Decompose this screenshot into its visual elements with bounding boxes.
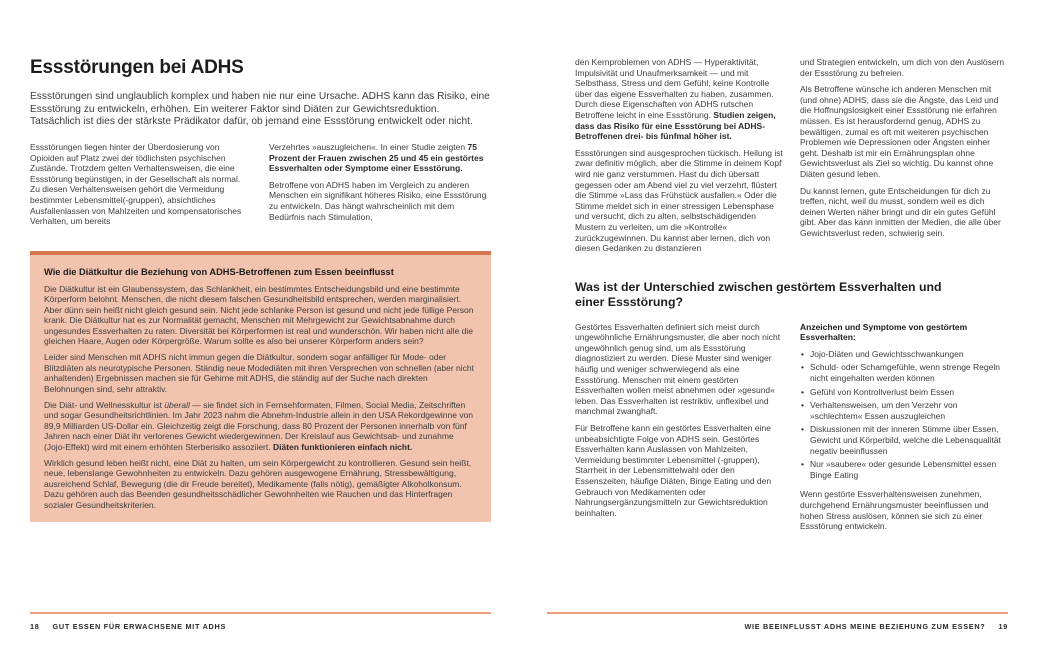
footer-left xyxy=(30,622,226,631)
callout-paragraph: Die Diätkultur ist ein Glaubenssystem, das Schlankheit, ein bestimmtes Entscheidungsbild und eine bestimmte Körperform belohnt. Menschen, die nicht diesem falschen Gesundheitsbild entsprechen, werden marginalisiert. Aber dünn sein heißt nicht gleich gesund sein. Nicht jede schlanke Person ist gesund und nicht jede füllige Person krank. Die Diätkultur hat es zur Normalität gemacht, Menschen mit Mehrgewicht zur Gewichtsabnahme durch ungesundes Essverhalten zu raten. Diversität bei Körperformen ist real und wunderschön. Wir haben nicht alle die gleichen Haare, Augen oder Körpergröße. Warum sollte es also bei unserer Körperform anders sein? xyxy=(44,283,474,347)
text-run: Verzehrtes »auszugleichen«. In einer Studie zeigten xyxy=(269,142,468,153)
body-paragraph xyxy=(269,142,491,174)
right-column-2 xyxy=(800,57,1008,260)
left-column-2 xyxy=(269,142,491,233)
section-heading: Was ist der Unterschied zwischen gestörtem Essverhalten und einer Essstörung? xyxy=(575,279,942,310)
bold-text-run: Studien zeigen, dass das Risiko für eine Essstörung bei ADHS-Betroffenen drei- bis fünfmal höher ist. xyxy=(575,109,776,142)
footer-right xyxy=(744,622,1008,631)
symptoms-list-heading: Anzeichen und Symptome von gestörtem Essverhalten: xyxy=(800,321,968,343)
section-column-2 xyxy=(800,322,1008,538)
callout-heading: Wie die Diätkultur die Beziehung von ADHS-Betroffenen zum Essen beeinflusst xyxy=(44,266,394,277)
callout-paragraph: Wirklich gesund leben heißt nicht, eine Diät zu halten, um sein Körpergewicht zu kontrollieren. Gesund sein heißt, neue, lebenslange Gewohnheiten zu entwickeln. Dazu gehören ausgewogene Ernährung, Stressbewältigung, ausreichend Schlaf, Bewegung (die dir Freude bereitet), Medikamente (falls nötig), gemäßigter Alkoholkonsum. Dazu gehören auch das Beenden gesundheitsschädlicher Gewohnheiten wie Rauchen und das Hinterfragen sozialer Gesundheitskriterien. xyxy=(44,457,472,510)
list-item: • Verhaltensweisen, um den Verzehr von »schlechtem« Essen auszugleichen xyxy=(800,400,1008,421)
symptoms-list xyxy=(800,349,1008,481)
right-page xyxy=(575,57,1008,538)
list-item: • Gefühl von Kontrollverlust beim Essen xyxy=(800,387,1008,398)
body-paragraph: und Strategien entwickeln, um dich von den Auslösern der Essstörung zu befreien. xyxy=(800,57,1005,78)
right-page-top-columns xyxy=(575,57,1008,260)
intro-paragraph: Essstörungen sind unglaublich komplex und haben nie nur eine Ursache. ADHS kann das Risiko, eine Essstörung zu entwickeln, erhöhen. Ein weiterer Faktor sind Diäten zur Gewichtsreduktion. Tatsächlich ist dies der stärkste Prädikator dafür, ob jemand eine Essstörung entwickelt oder nicht. xyxy=(30,91,490,128)
body-paragraph: Gestörtes Essverhalten definiert sich meist durch ungewöhnliche Ernährungsmuster, die aber noch nicht ungewöhnlich genug sind, um als Essstörung diagnostiziert zu werden. Diese Muster sind weniger häufig und weniger schwerwiegend als eine Essstörung. Menschen mit einem gestörten Essverhalten wollen meist abnehmen oder »gesund« leben. Das Essverhalten ist restriktiv, unflexibel und manchmal zwanghaft. xyxy=(575,321,781,417)
footer-rule-right xyxy=(547,612,1008,614)
right-page-section-columns xyxy=(575,322,1008,538)
running-header-label: GUT ESSEN FÜR ERWACHSENE MIT ADHS xyxy=(52,622,227,631)
bold-text-run: 75 Prozent der Frauen zwischen 25 und 45 ein gestörtes Essverhalten oder Symptome einer Essstörung. xyxy=(269,142,484,174)
list-item: • Jojo-Diäten und Gewichtsschwankungen xyxy=(800,349,1008,360)
section-column-1 xyxy=(575,322,783,538)
list-item: • Schuld- oder Schamgefühle, wenn strenge Regeln nicht eingehalten werden können xyxy=(800,362,1008,383)
italic-text-run: überall xyxy=(164,399,190,410)
page-number: 19 xyxy=(998,622,1008,631)
left-page xyxy=(30,57,491,522)
body-paragraph: Als Betroffene wünsche ich anderen Menschen mit (und ohne) ADHS, dass sie die Ängste, das Leid und die Hoffnungslosigkeit einer Essstörung nie erfahren müssen. Es ist herausfordernd genug, ADHS zu bewältigen, zumal es oft mit weiteren psychischen Problemen wie Depressionen oder Ängsten einher geht. Deshalb ist mir ein Ernährungsplan ohne Gewichtsverlust als Ziel so wichtig. Du kannst ohne Diäten gesund leben. xyxy=(800,84,999,179)
running-header-label: WIE BEEINFLUSST ADHS MEINE BEZIEHUNG ZUM ESSEN? xyxy=(744,622,986,631)
text-run: Die Diät- und Wellnesskultur ist xyxy=(44,399,165,410)
left-page-columns xyxy=(30,142,491,233)
body-paragraph: Für Betroffene kann ein gestörtes Essverhalten eine unbeabsichtigte Folge von ADHS sein. Gestörtes Essverhalten kann Auslassen von Mahlzeiten, Vermeidung bestimmter Lebensmittel (-gruppen), Starrheit in der Lebensmittelwahl oder den Essenszeiten, häufige Diäten, Binge Eating und den Gebrauch von Medikamenten oder Nahrungsergänzungsmitteln zur Gewichtsreduktion beinhalten. xyxy=(575,423,772,518)
page-title: Essstörungen bei ADHS xyxy=(30,57,244,78)
left-column-1 xyxy=(30,142,252,233)
body-paragraph: Wenn gestörte Essverhaltensweisen zunehmen, durchgehend Ernährungsmuster beeinflussen und hohen Stress auslösen, können sie sich zu einer Essstörung entwickeln. xyxy=(800,489,989,532)
body-paragraph: Essstörungen liegen hinter der Überdosierung von Opioiden auf Platz zwei der tödlichsten psychischen Zustände. Trotzdem gelten Verhaltensweisen, die eine Essstörung begünstigen, in der Gesellschaft als normal. Zu diesen Verhaltensweisen gehört die Vermeidung bestimmter Lebensmittel(-gruppen), absichtliches Ausfallenlassen von Mahlzeiten und kompensatorisches Verhalten, um bereits xyxy=(30,142,242,227)
list-item: • Diskussionen mit der inneren Stimme über Essen, Gewicht und Körperbild, welche die Lebensqualität negativ beeinflussen xyxy=(800,424,1008,456)
body-paragraph: Betroffene von ADHS haben im Vergleich zu anderen Menschen ein signifikant höheres Risiko, eine Essstörung zu entwickeln. Das hängt wahrscheinlich mit dem Bedürfnis nach Stimulation, xyxy=(269,179,487,222)
right-column-1 xyxy=(575,57,783,260)
page-number: 18 xyxy=(30,622,40,631)
body-paragraph: Essstörungen sind ausgesprochen tückisch. Heilung ist zwar definitiv möglich, aber die Stimme in deinem Kopf wird nie ganz verstummen. Hast du dich übersatt gegessen oder am Abend viel zu viel verzehrt, flüstert die Stimme »Lass das Frühstück ausfallen.« Oder die Stimme meldet sich in einer stressigen Lebensphase und versucht, dich zu alten, selbstschädigenden Mustern zu verleiten, um die »Kontrolle« zurückzugewinnen. Du kannst aber lernen, dich von diesen Gedanken zu distanzieren xyxy=(575,147,783,254)
diet-culture-callout-box xyxy=(30,251,491,523)
text-run: den Kernproblemen von ADHS — Hyperaktivität, Impulsivität und Unaufmerksamkeit — und mit Selbsthass, Stress und dem Gefühl, keine Kontrolle über das eigene Essverhalten zu haben, zusammen. Durch diese Eigenschaften von ADHS rutschen Betroffene leicht in eine Essstörung. xyxy=(575,57,774,120)
list-item: • Nur »saubere« oder gesunde Lebensmittel essen Binge Eating xyxy=(800,459,1008,480)
bold-text-run: Diäten funktionieren einfach nicht. xyxy=(272,441,413,452)
body-paragraph xyxy=(575,57,783,142)
callout-paragraph: Leider sind Menschen mit ADHS nicht immun gegen die Diätkultur, sondern sogar anfälliger für Mode- oder Blitzdiäten als neurotypische Personen. Ständig neue Modediäten mit ihren Versprechen von schnellen (aber nicht anhaltenden) Ergebnissen machen sie für Gehirne mit ADHS, die ständig auf der Suche nach direkten Belohnungen sind, sehr attraktiv. xyxy=(44,352,474,394)
callout-paragraph xyxy=(44,400,477,453)
body-paragraph: Du kannst lernen, gute Entscheidungen für dich zu treffen, nicht, weil du musst, sondern weil es dich deinen Werten näher bringt und dir ein gutes Gefühl gibt. Aber das kann inmitten der Medien, die alle über Gewichtsverlust reden, schwierig sein. xyxy=(800,185,1001,238)
footer-rule-left xyxy=(30,612,491,614)
text-run: — sie findet sich in Fernsehformaten, Filmen, Social Media, Zeitschriften und sogar Gesundheitsrichtlinien. Im Jahr 2023 nahm die Abnehm-Industrie allein in den USA Rekordgewinne von 89,9 Milliarden US-Dollar ein. Gleichzeitig zeigt die Forschung, dass 80 Prozent der Personen innerhalb von fünf Jahren nach einer Diät ihr verlorenes Gewicht wiedergewinnen. Der Kreislauf aus Gewichtsab- und zunahme (Jojo-Effekt) wird mit einem erhöhten Sterberisiko assoziiert. xyxy=(44,399,474,452)
